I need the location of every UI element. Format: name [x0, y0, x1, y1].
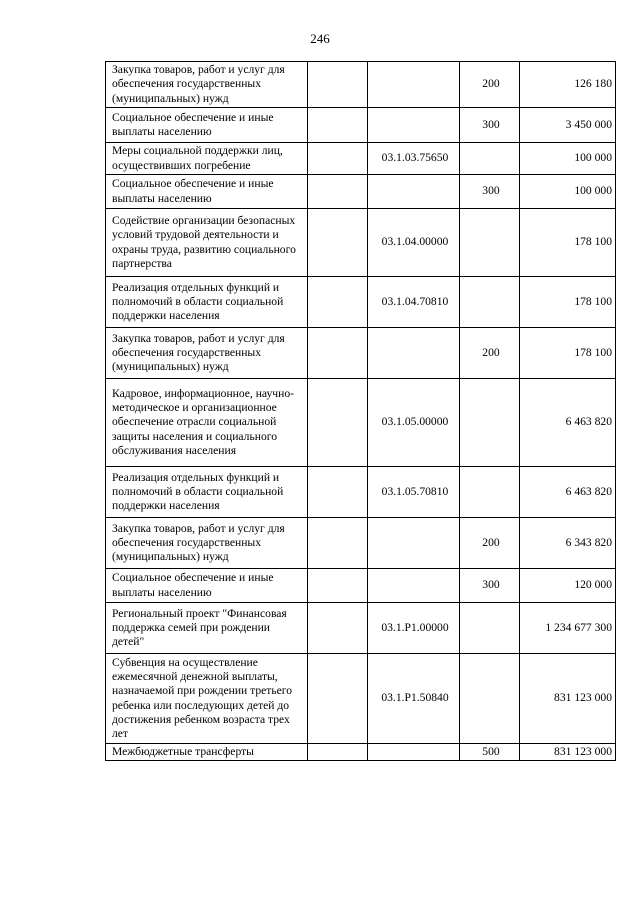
table-row — [106, 744, 616, 761]
row-name: Меры социальной поддержки лиц, осуществивших погребение — [106, 143, 308, 175]
row-amount: 126 180 — [520, 62, 616, 108]
row-code — [368, 744, 460, 761]
row-amount: 100 000 — [520, 143, 616, 175]
row-name: Закупка товаров, работ и услуг для обеспечения государственных (муниципальных) нужд — [106, 518, 308, 569]
row-col2 — [308, 467, 368, 518]
row-code: 03.1.05.70810 — [368, 467, 460, 518]
table-row — [106, 603, 616, 654]
table-row — [106, 518, 616, 569]
table-row — [106, 62, 616, 108]
row-type: 200 — [460, 518, 520, 569]
row-amount: 6 463 820 — [520, 379, 616, 467]
row-amount: 6 463 820 — [520, 467, 616, 518]
table-row — [106, 654, 616, 744]
row-col2 — [308, 62, 368, 108]
row-code — [368, 518, 460, 569]
row-col2 — [308, 654, 368, 744]
budget-table — [105, 61, 616, 761]
page-number: 246 — [310, 31, 330, 46]
row-type — [460, 654, 520, 744]
row-type — [460, 143, 520, 175]
row-name: Реализация отдельных функций и полномочий в области социальной поддержки населения — [106, 277, 308, 328]
row-name: Социальное обеспечение и иные выплаты населению — [106, 108, 308, 143]
row-code: 03.1.04.00000 — [368, 209, 460, 277]
row-col2 — [308, 603, 368, 654]
row-type: 500 — [460, 744, 520, 761]
row-amount: 3 450 000 — [520, 108, 616, 143]
row-name: Субвенция на осуществление ежемесячной денежной выплаты, назначаемой при рождении третьего ребенка или последующих детей до достижения ребенком возраста трех лет — [106, 654, 308, 744]
row-col2 — [308, 108, 368, 143]
row-type: 200 — [460, 328, 520, 379]
row-col2 — [308, 379, 368, 467]
row-type — [460, 209, 520, 277]
table-row — [106, 175, 616, 209]
row-name: Социальное обеспечение и иные выплаты населению — [106, 175, 308, 209]
row-amount: 120 000 — [520, 569, 616, 603]
table-row — [106, 108, 616, 143]
row-col2 — [308, 328, 368, 379]
table-row — [106, 209, 616, 277]
row-type — [460, 603, 520, 654]
row-code: 03.1.05.00000 — [368, 379, 460, 467]
row-amount: 100 000 — [520, 175, 616, 209]
row-code — [368, 62, 460, 108]
row-col2 — [308, 277, 368, 328]
row-col2 — [308, 569, 368, 603]
table-row — [106, 467, 616, 518]
row-type: 200 — [460, 62, 520, 108]
row-col2 — [308, 143, 368, 175]
row-code — [368, 108, 460, 143]
row-code: 03.1.P1.00000 — [368, 603, 460, 654]
row-type — [460, 277, 520, 328]
row-name: Содействие организации безопасных условий трудовой деятельности и охраны труда, развитию социального партнерства — [106, 209, 308, 277]
row-code — [368, 569, 460, 603]
row-code: 03.1.P1.50840 — [368, 654, 460, 744]
row-amount: 178 100 — [520, 328, 616, 379]
row-type: 300 — [460, 569, 520, 603]
row-type: 300 — [460, 108, 520, 143]
row-code — [368, 175, 460, 209]
row-code: 03.1.04.70810 — [368, 277, 460, 328]
row-col2 — [308, 209, 368, 277]
row-amount: 178 100 — [520, 209, 616, 277]
row-amount: 178 100 — [520, 277, 616, 328]
row-name: Закупка товаров, работ и услуг для обеспечения государственных (муниципальных) нужд — [106, 62, 308, 108]
row-code — [368, 328, 460, 379]
table-row — [106, 328, 616, 379]
row-name: Кадровое, информационное, научно-методическое и организационное обеспечение отрасли социальной защиты населения и социального обслуживания населения — [106, 379, 308, 467]
row-amount: 831 123 000 — [520, 654, 616, 744]
row-name: Социальное обеспечение и иные выплаты населению — [106, 569, 308, 603]
table-row — [106, 569, 616, 603]
row-type: 300 — [460, 175, 520, 209]
table-row — [106, 379, 616, 467]
table-row — [106, 277, 616, 328]
row-amount: 1 234 677 300 — [520, 603, 616, 654]
row-col2 — [308, 518, 368, 569]
row-type — [460, 467, 520, 518]
row-col2 — [308, 175, 368, 209]
table-row — [106, 143, 616, 175]
row-name: Региональный проект "Финансовая поддержка семей при рождении детей" — [106, 603, 308, 654]
row-name: Межбюджетные трансферты — [106, 744, 308, 761]
row-name: Реализация отдельных функций и полномочий в области социальной поддержки населения — [106, 467, 308, 518]
row-amount: 831 123 000 — [520, 744, 616, 761]
row-type — [460, 379, 520, 467]
row-col2 — [308, 744, 368, 761]
row-code: 03.1.03.75650 — [368, 143, 460, 175]
row-name: Закупка товаров, работ и услуг для обеспечения государственных (муниципальных) нужд — [106, 328, 308, 379]
row-amount: 6 343 820 — [520, 518, 616, 569]
